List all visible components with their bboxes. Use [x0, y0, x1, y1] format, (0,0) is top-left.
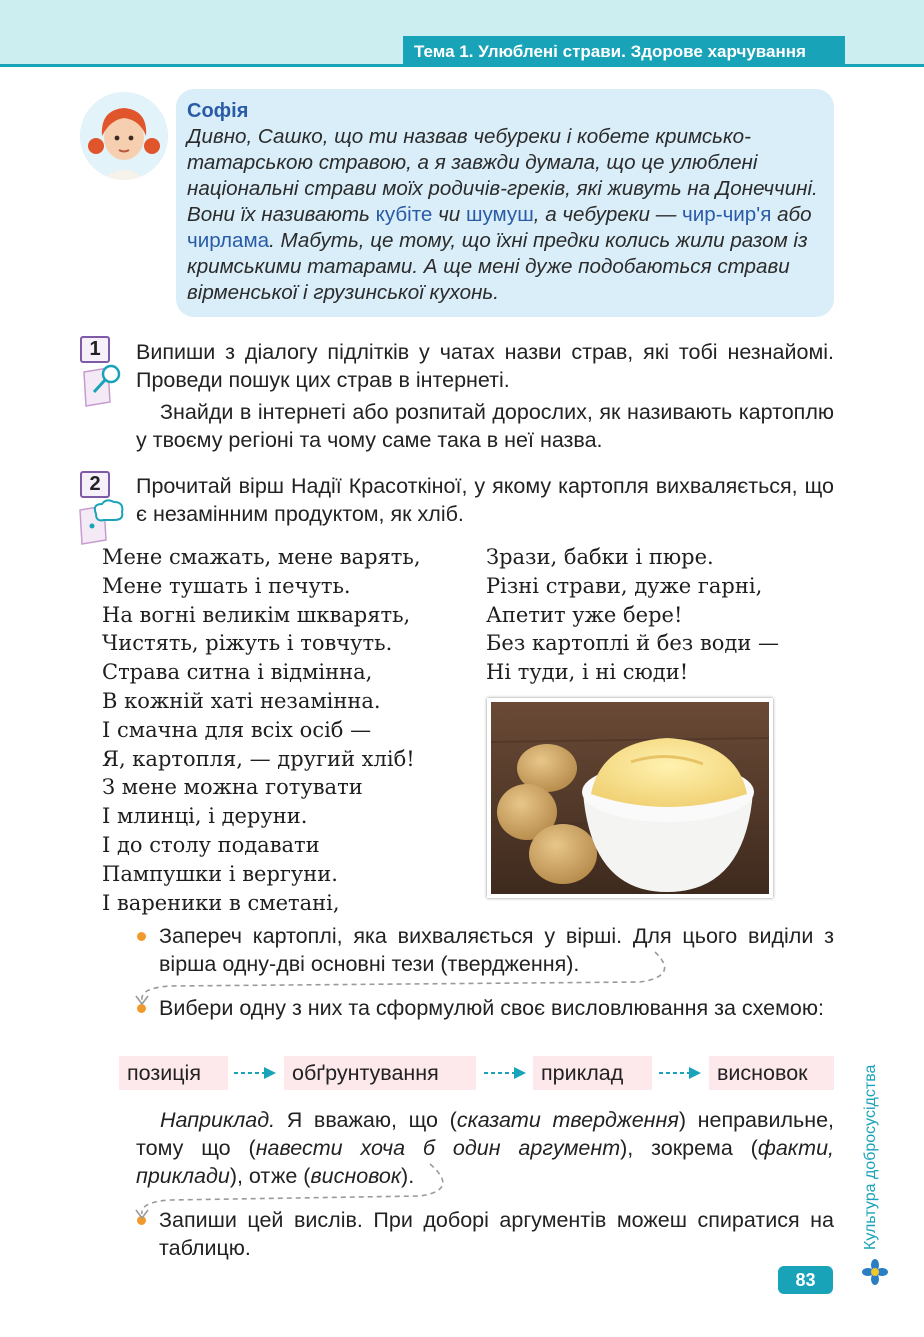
poem-line: І до столу подавати	[102, 832, 320, 857]
task1-text: Випиши з діалогу підлітків у чатах назви страв, які тобі незнайомі. Проведи пошук цих страв в інтернеті.	[136, 340, 834, 392]
poem-line: Я, картопля, — другий хліб!	[102, 746, 415, 771]
speech-part: чи	[432, 203, 466, 226]
example-part: навести хоча б один аргумент	[255, 1136, 621, 1160]
poem-line: З мене можна готувати	[102, 775, 363, 800]
example-part: Я вважаю, що (	[275, 1108, 457, 1132]
bullet-text-2: Вибери одну з них та сформулюй своє висловлювання за схемою:	[159, 996, 824, 1020]
task2-text: Прочитай вірш Надії Красоткіної, у якому картопля вихваляється, що є незамінним продуктом, як хліб.	[136, 474, 834, 526]
page-number: 83	[778, 1266, 833, 1294]
poem-line: Без картоплі й без води —	[486, 631, 780, 656]
topic-title: Тема 1. Улюблені страви. Здорове харчування	[403, 36, 845, 67]
task-number-1: 1	[80, 336, 110, 363]
poem-line: Пампушки і вергуни.	[102, 861, 338, 886]
example-part: факти, приклади	[136, 1136, 835, 1188]
poem-line: Зрази, бабки і пюре.	[486, 545, 714, 569]
poem-line: Мене тушать і печуть.	[102, 573, 351, 598]
flower-icon	[862, 1259, 888, 1289]
dish-name: чир-чир'я	[682, 203, 772, 226]
bullet-text-1: Запереч картоплі, яка вихваляється у вірші. Для цього виділи з вірша одну-дві основні тези (твердження).	[159, 924, 834, 976]
dish-name: шумуш	[465, 203, 534, 226]
poem-line: Апетит уже бере!	[486, 602, 683, 627]
scheme-example: приклад	[533, 1056, 652, 1090]
poem-line: І млинці, і деруни.	[102, 804, 308, 829]
example-part: ), отже (	[229, 1164, 311, 1188]
speech-part: , а чебуреки —	[533, 203, 683, 226]
poem-line: І смачна для всіх осіб —	[102, 717, 372, 742]
example-part: ).	[401, 1164, 415, 1188]
example-part: сказати твердження	[456, 1108, 679, 1132]
example-part: Наприклад.	[160, 1108, 276, 1132]
example-part: ) неправильне, тому що (	[136, 1108, 835, 1160]
dish-name: кубіте	[375, 203, 433, 226]
example-part: ), зокрема (	[620, 1136, 758, 1160]
side-section-label: Культура добросусідства	[862, 1064, 879, 1250]
task1-text2: Знайди в інтернеті або розпитай дорослих, як називають картоплю у твоєму регіоні та чому саме така в неї назва.	[136, 400, 834, 452]
scheme-position: позиція	[119, 1056, 228, 1090]
bullet-text-3: Запиши цей вислів. При доборі аргументів можеш спиратися на таблицю.	[159, 1208, 834, 1260]
scheme-conclusion: висновок	[709, 1056, 834, 1090]
poem-line: Різні страви, дуже гарні,	[486, 573, 763, 598]
speaker-name: Софія	[187, 100, 249, 122]
dish-name: чирлама	[187, 229, 270, 252]
poem-line: Чистять, ріжуть і товчуть.	[102, 631, 393, 656]
poem-line: В кожній хаті незамінна.	[102, 688, 381, 713]
example-part: висновок	[310, 1164, 402, 1188]
scheme-justification: обґрунтування	[284, 1056, 476, 1090]
speech-part: . Мабуть, це тому, що їхні предки колись жили разом із кримськими татарами. А ще мені дуже подобаються страви вірменської і грузинської кухонь.	[187, 229, 808, 304]
speech-part: Дивно, Сашко, що ти назвав чебуреки і кобете кримсько-татарською стравою, а я завжди думала, що це улюблені національні страви моїх родичів-греків, які живуть на Донеччині. Вони їх називають	[187, 125, 818, 226]
poem-line: Ні туди, і ні сюди!	[486, 660, 689, 685]
speech-part: або	[771, 203, 812, 226]
poem-line: На вогні великім шкварять,	[102, 602, 411, 627]
poem-line: І вареники в сметані,	[102, 890, 340, 915]
poem-line: Мене смажать, мене варять,	[102, 545, 421, 569]
poem-line: Страва ситна і відмінна,	[102, 660, 373, 685]
task-number-2: 2	[80, 471, 110, 498]
